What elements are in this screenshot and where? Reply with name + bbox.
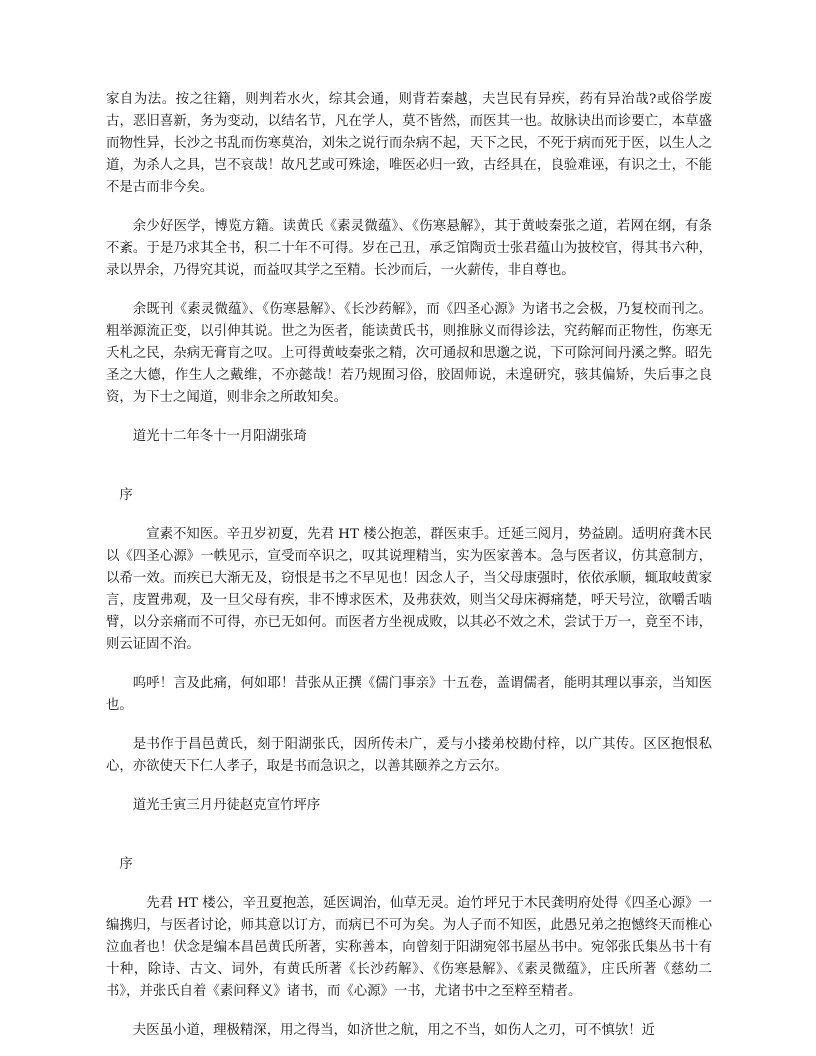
paragraph: 先君 HT 楼公，辛丑夏抱恙，延医调治，仙草无灵。迨竹坪兄于木民龚明府处得《四圣心源》一编携归，与医者讨论，师其意以订方，而病已不可为矣。为人子而不知医，此愚兄弟之抱憾终天而椎心泣血者也！伏念是编本昌邑黄氏所著，实称善本，向曾刻于阳湖宛邻书屋丛书中。宛邻张氏集丛书十有十种，除诗、古文、词外，有黄氏所著《长沙药解》、《伤寒悬解》、《素灵微蕴》，庄氏所著《慈幼二书》，并张氏自着《素问释义》诸书，而《心源》一书，尤诸书中之至粹至精者。 [106,896,712,999]
paragraph: 夫医虽小道，理极精深，用之得当，如济世之航，用之不当，如伤人之刃，可不慎欤！近 [132,1023,656,1038]
paragraph: 是书作于昌邑黄氏，刻于阳湖张氏，因所传未广，爰与小搂弟校勘付梓，以广其传。区区抱恨私心，亦欲使天下仁人孝子，取是书而急识之，以善其颐养之方云尔。 [106,737,712,774]
paragraph: 家自为法。按之往籍，则判若水火，综其会通，则背若秦越，夫岂民有异疾，药有异治哉?或俗学废古，恶旧喜新，务为变动，以结名节，凡在学人，莫不皆然，而医其一也。故脉诀出而诊要亡，本草盛而物性异，长沙之书乱而伤寒莫治，刘朱之说行而杂病不起，天下之民，不死于病而死于医，以生人之道，为杀人之具，岂不哀哉！故凡艺或可殊途，唯医必归一致，古经具在，良验难诬，有识之士，不能不是古而非今矣。 [106,92,712,195]
signature-line: 道光壬寅三月丹徒赵克宣竹坪序 [132,798,321,813]
document-page [106,89,712,1042]
signature-line: 道光十二年冬十一月阳湖张琦 [132,429,307,444]
paragraph: 余既刊《素灵微蕴》、《伤寒悬解》、《长沙药解》，而《四圣心源》为诸书之会极，乃复校而刊之。粗举源流正变，以引伸其说。世之为医者，能读黄氏书，则推脉义而得诊法，究药解而正物性，伤寒无夭札之民，杂病无膏肓之叹。上可得黄岐秦张之精，次可通叔和思邈之说，下可除河间丹溪之弊。昭先圣之大德，作生人之戴维，不亦懿哉！若乃规囿习俗，胶固师说，未遑研究，骇其偏矫，失后事之良资，为下士之闻道，则非余之所敢知矣。 [106,302,712,405]
paragraph: 宣素不知医。辛丑岁初夏，先君 HT 楼公抱恙，群医束手。迁延三阅月，势益剧。适明府龚木民以《四圣心源》一帙见示，宣受而卒识之，叹其说理精当，实为医家善本。急与医者议，仿其意制方，以希一效。而疾已大渐无及，窃恨是书之不早见也！因念人子，当父母康强时，依依承顺，辄取岐黄家言，庋置弗观，及一旦父母有疾，非不博求医术，及弗获效，则当父母床褥痛楚，呼天号泣，欲嚼舌啮臂，以分亲痛而不可得，亦已无如何。而医者方坐视成败，以其必不效之术，尝试于万一，竟至不讳，则云证固不治。 [106,527,712,652]
section-heading: 序 [119,857,133,872]
paragraph: 呜呼！言及此痛，何如耶！昔张从正撰《儒门事亲》十五卷，盖谓儒者，能明其理以事亲，当知医也。 [106,676,712,713]
section-heading: 序 [119,488,133,503]
paragraph: 余少好医学，博览方籍。读黄氏《素灵微蕴》、《伤寒悬解》，其于黄岐秦张之道，若网在纲，有条不紊。于是乃求其全书，积二十年不可得。岁在己丑，承乏馆陶贡士张君蕴山为披校官，得其书六种，录以畀余，乃得究其说，而益叹其学之至精。长沙而后，一火薪传，非自尊也。 [106,219,712,278]
